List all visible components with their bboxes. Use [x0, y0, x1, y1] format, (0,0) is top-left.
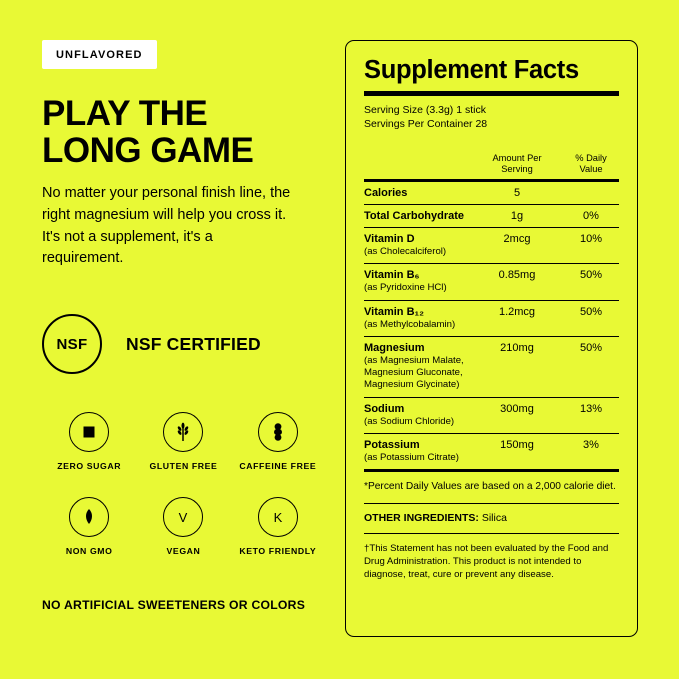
nutrient-amount: 1g: [471, 205, 563, 228]
attribute-label: NON GMO: [65, 546, 113, 557]
table-row: [364, 397, 619, 433]
nutrient-amount: 2mcg: [471, 228, 563, 264]
attribute-non-gmo: [42, 497, 136, 556]
nsf-seal-text: NSF: [56, 335, 88, 353]
attribute-keto-friendly: [231, 497, 325, 556]
nsf-seal-icon: [42, 314, 102, 374]
nutrient-name: [364, 264, 471, 300]
attribute-gluten-free: [136, 412, 230, 471]
nutrient-daily-value: 50%: [563, 300, 619, 336]
nutrient-amount: 5: [471, 182, 563, 205]
attribute-icon-grid: [42, 412, 325, 556]
nutrient-amount: 300mg: [471, 397, 563, 433]
header-dv-line-2: Value: [579, 164, 603, 175]
supplement-facts-panel: [345, 40, 638, 637]
nutrient-label: Total Carbohydrate: [364, 210, 465, 223]
coffee-bean-icon: [258, 412, 298, 452]
divider-thick: [364, 91, 619, 96]
nutrient-name: [364, 205, 471, 228]
attribute-label: ZERO SUGAR: [57, 461, 122, 472]
nsf-certification: [42, 314, 322, 374]
nutrient-name: [364, 182, 471, 205]
letter-v-icon: [163, 497, 203, 537]
wheat-icon: [163, 412, 203, 452]
supplement-facts-title: Supplement Facts: [364, 56, 579, 84]
supplement-facts-table: [364, 182, 619, 469]
attribute-label: GLUTEN FREE: [149, 461, 218, 472]
other-ingredients-value: Silica: [478, 511, 507, 524]
leaf-icon: [69, 497, 109, 537]
nutrient-name: [364, 433, 471, 469]
nutrient-daily-value: 0%: [563, 205, 619, 228]
servings-per-container: Servings Per Container 28: [364, 117, 488, 130]
attribute-vegan: [136, 497, 230, 556]
header-amount-line-1: Amount Per: [492, 153, 542, 164]
nutrient-source: (as Pyridoxine HCl): [364, 282, 447, 294]
table-row: [364, 433, 619, 469]
table-row: [364, 205, 619, 228]
table-row: [364, 182, 619, 205]
nutrient-label: Vitamin B₆: [364, 269, 420, 282]
attribute-label: KETO FRIENDLY: [239, 546, 317, 557]
nutrient-name: [364, 300, 471, 336]
table-row: [364, 264, 619, 300]
nutrient-name: [364, 228, 471, 264]
no-artificial-sweeteners-note: NO ARTIFICIAL SWEETENERS OR COLORS: [42, 598, 306, 613]
other-ingredients: [364, 504, 619, 533]
serving-size: Serving Size (3.3g) 1 stick: [364, 103, 486, 116]
letter-k-icon: [258, 497, 298, 537]
attribute-label: CAFFEINE FREE: [239, 461, 317, 472]
nutrient-source: (as Cholecalciferol): [364, 246, 447, 258]
svg-text:V: V: [179, 510, 188, 526]
nutrient-daily-value: 3%: [583, 438, 599, 451]
nutrient-source: (as Sodium Chloride): [364, 415, 455, 427]
table-row: [364, 300, 619, 336]
header-dv-line-1: % Daily: [575, 153, 607, 164]
daily-value-footnote: *Percent Daily Values are based on a 2,000 calorie diet.: [364, 480, 616, 492]
left-column: [42, 40, 322, 612]
nutrient-daily-value: [563, 182, 619, 205]
header-amount-per-serving: [471, 153, 563, 175]
nutrient-daily-value: 13%: [563, 397, 619, 433]
attribute-zero-sugar: [42, 412, 136, 471]
attribute-caffeine-free: [231, 412, 325, 471]
headline-line-1: PLAY THE: [42, 94, 208, 133]
table-row: [364, 336, 619, 397]
nutrient-label: Vitamin B₁₂: [364, 305, 424, 318]
square-icon: [69, 412, 109, 452]
fda-disclaimer: †This Statement has not been evaluated by the Food and Drug Administration. This product is not intended to diagnose, treat, cure or prevent any disease.: [364, 542, 609, 580]
flavor-badge: UNFLAVORED: [42, 40, 157, 69]
nutrient-source: (as Potassium Citrate): [364, 451, 459, 463]
nutrient-amount: 0.85mg: [471, 264, 563, 300]
nutrient-source: (as Magnesium Malate, Magnesium Gluconate, Magnesium Glycinate): [364, 354, 464, 391]
nutrient-name: [364, 336, 471, 397]
nutrient-label: Vitamin D: [364, 233, 415, 246]
nutrient-label: Sodium: [364, 402, 405, 415]
nutrient-daily-value: 50%: [563, 336, 619, 397]
nutrient-source: (as Methylcobalamin): [364, 318, 456, 330]
nutrient-label: Potassium: [364, 438, 420, 451]
page-title: [42, 95, 322, 169]
nutrient-amount: 210mg: [471, 336, 563, 397]
facts-table-header: [364, 153, 619, 175]
nutrient-amount: 150mg: [500, 438, 534, 451]
marketing-copy: No matter your personal finish line, the right magnesium will help you cross it. It's not a supplement, it's a requirement.: [42, 185, 291, 267]
headline-line-2: LONG GAME: [42, 131, 254, 171]
nutrient-daily-value: 10%: [563, 228, 619, 264]
nutrient-label: Calories: [364, 187, 408, 200]
other-ingredients-label: OTHER INGREDIENTS:: [364, 511, 479, 524]
nutrient-label: Magnesium: [364, 341, 425, 354]
svg-text:K: K: [273, 510, 283, 526]
attribute-label: VEGAN: [166, 546, 201, 557]
nsf-certified-label: NSF CERTIFIED: [126, 333, 261, 354]
header-amount-line-2: Serving: [501, 164, 533, 175]
nutrient-amount: 1.2mcg: [471, 300, 563, 336]
nutrient-name: [364, 397, 471, 433]
nutrient-daily-value: 50%: [563, 264, 619, 300]
serving-info: [364, 103, 619, 131]
header-daily-value: [563, 153, 619, 175]
table-row: [364, 228, 619, 264]
